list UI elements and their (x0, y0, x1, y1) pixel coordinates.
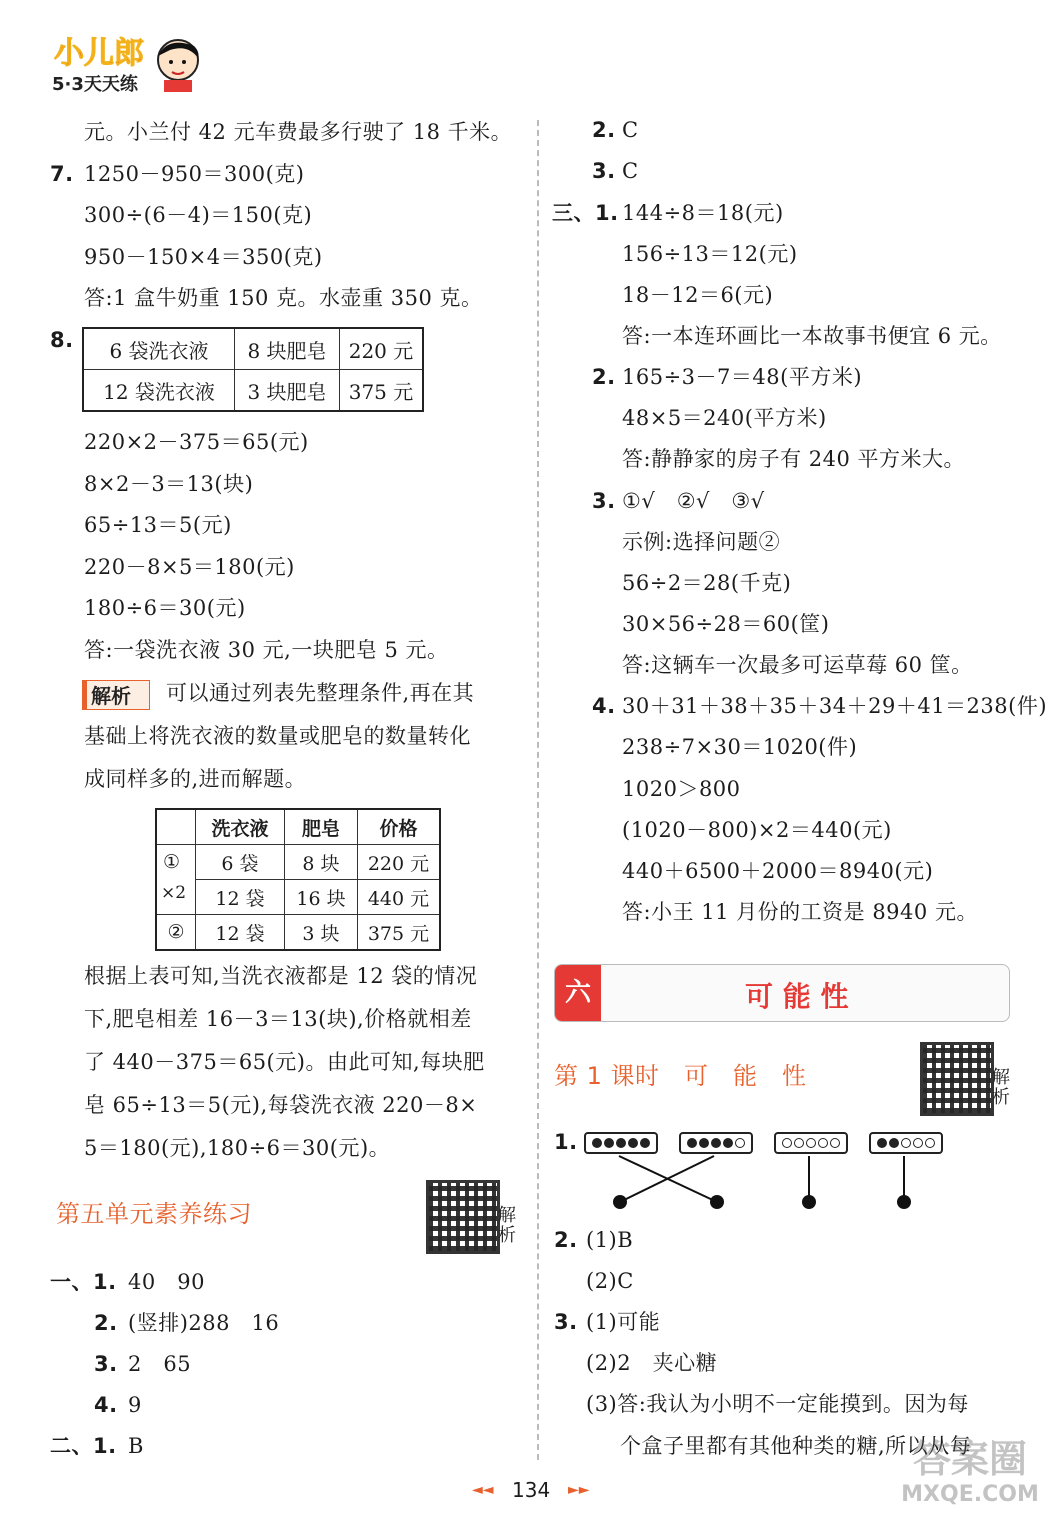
analysis-line: 可以通过列表先整理条件,再在其 (166, 681, 475, 705)
conclusion-line: 根据上表可知,当洗衣液都是 12 袋的情况 (84, 964, 478, 988)
answer-text: (1)B (586, 1228, 634, 1252)
text-line: 答:一本连环画比一本故事书便宜 6 元。 (622, 324, 1002, 348)
page-number: 134 (512, 1478, 551, 1502)
table-cell: 375 元 (340, 370, 424, 412)
analysis-line: 基础上将洗衣液的数量或肥皂的数量转化 (84, 724, 471, 748)
question-number: 2. (592, 365, 616, 389)
question-number: 4. (592, 694, 616, 718)
text-line: 答:一袋洗衣液 30 元,一块肥皂 5 元。 (84, 638, 449, 662)
text-line: 30×56÷28＝60(筐) (622, 612, 830, 636)
text-line: 示例:选择问题② (622, 530, 781, 554)
brand-name: 小儿郎 (54, 36, 144, 71)
table-cell: 12 袋洗衣液 (83, 370, 235, 412)
qr-code-icon[interactable] (920, 1042, 994, 1116)
answer-label: 2. (94, 1311, 118, 1335)
answer-label: 3. (94, 1352, 118, 1376)
table-cell: 440 元 (358, 880, 441, 915)
row-label: ② (156, 915, 196, 951)
chapter-title: 可 能 性 (745, 980, 849, 1013)
row-label: ① (163, 851, 181, 873)
answer-text: B (128, 1434, 144, 1458)
table-header: 洗衣液 (196, 809, 285, 845)
qr-code-icon[interactable] (426, 1180, 500, 1254)
match-dot (802, 1195, 816, 1209)
mascot-icon (150, 34, 206, 94)
table-cell: 220 元 (340, 328, 424, 370)
match-dot (897, 1195, 911, 1209)
conclusion-line: 皂 65÷13＝5(元),每袋洗衣液 220－8× (84, 1093, 478, 1117)
question-number: 2. (554, 1228, 578, 1252)
text-line: 30＋31＋38＋35＋34＋29＋41＝238(件) (622, 694, 1048, 718)
analysis-tag (82, 680, 150, 710)
text-line: 答:静静家的房子有 240 平方米大。 (622, 447, 966, 471)
text-line: 144÷8＝18(元) (622, 201, 784, 225)
table-cell: 3 块肥皂 (235, 370, 340, 412)
analysis-tag-label: 解析 (91, 684, 131, 708)
text-line: 156÷13＝12(元) (622, 242, 798, 266)
match-dot (613, 1195, 627, 1209)
text-line: 180÷6＝30(元) (84, 596, 246, 620)
lesson-title: 第 1 课时 可 能 性 (554, 1062, 807, 1090)
conclusion-line: 5＝180(元),180÷6＝30(元)。 (84, 1136, 391, 1160)
qr-label: 解析 (498, 1205, 516, 1246)
text-line: 答:小王 11 月份的工资是 8940 元。 (622, 900, 978, 924)
table-header: 肥皂 (285, 809, 358, 845)
table-header: 价格 (358, 809, 441, 845)
answer-label: 一、1. (50, 1270, 117, 1294)
row-label: ×2 (161, 883, 187, 903)
question-number: 7. (50, 162, 74, 186)
chapter-banner (554, 964, 1010, 1022)
match-dot (710, 1195, 724, 1209)
table-cell: 6 袋洗衣液 (83, 328, 235, 370)
answer-text: (2)C (586, 1269, 634, 1293)
answer-label: 二、1. (50, 1434, 117, 1458)
answer-label: 2. (592, 118, 616, 142)
table-cell: 12 袋 (196, 880, 285, 915)
table-cell: 6 袋 (196, 845, 285, 880)
series-name: 5·3天天练 (52, 74, 138, 95)
prev-page-icon[interactable]: ◄◄ (472, 1482, 494, 1498)
unit5-title: 第五单元素养练习 (56, 1200, 252, 1228)
column-divider (537, 120, 539, 1460)
conclusion-line: 下,肥皂相差 16－3＝13(块),价格就相差 (84, 1007, 472, 1031)
question-number: 1. (554, 1130, 578, 1154)
answer-text: 2 65 (128, 1352, 192, 1376)
conclusion-line: 了 440－375＝65(元)。由此可知,每块肥 (84, 1050, 485, 1074)
chapter-number-box (555, 965, 601, 1021)
watermark (890, 1436, 1050, 1531)
table-cell: 16 块 (285, 880, 358, 915)
table-cell: 8 块 (285, 845, 358, 880)
condition-table (82, 327, 424, 412)
analysis-line: 成同样多的,进而解题。 (84, 767, 307, 791)
row-label-cell (156, 845, 196, 915)
text-line: 165÷3－7＝48(平方米) (622, 365, 863, 389)
table-cell: 375 元 (358, 915, 441, 951)
answer-text: 个盒子里都有其他种类的糖,所以从每 (620, 1434, 972, 1458)
chapter-number: 六 (564, 978, 591, 1008)
text-line: 950－150×4＝350(克) (84, 245, 323, 269)
text-line: 300÷(6－4)＝150(克) (84, 203, 313, 227)
table-cell: 8 块肥皂 (235, 328, 340, 370)
table-cell: 3 块 (285, 915, 358, 951)
answer-text: (3)答:我认为小明不一定能摸到。因为每 (586, 1392, 969, 1416)
answer-label: 3. (592, 159, 616, 183)
question-number: 3. (554, 1310, 578, 1334)
text-line: (1020－800)×2＝440(元) (622, 818, 892, 842)
text-line: 1020＞800 (622, 777, 741, 801)
answer-text: 40 90 (128, 1270, 205, 1294)
next-page-icon[interactable]: ►► (568, 1482, 590, 1498)
answer-text: 9 (128, 1393, 142, 1417)
answer-text: C (622, 159, 639, 183)
text-line: 答:这辆车一次最多可运草莓 60 筐。 (622, 653, 973, 677)
answer-label: 4. (94, 1393, 118, 1417)
text-line: ①√ ②√ ③√ (622, 489, 765, 513)
answer-text: (2)2 夹心糖 (586, 1351, 718, 1375)
text-line: 56÷2＝28(千克) (622, 571, 792, 595)
text-line: 48×5＝240(平方米) (622, 406, 827, 430)
text-line: 220－8×5＝180(元) (84, 555, 295, 579)
text-line: 答:1 盒牛奶重 150 克。水壶重 350 克。 (84, 286, 483, 310)
text-line: 18－12＝6(元) (622, 283, 774, 307)
question-number: 8. (50, 328, 74, 352)
table-cell: 220 元 (358, 845, 441, 880)
answer-text: (竖排)288 16 (128, 1311, 280, 1335)
section-label: 三、1. (552, 201, 619, 225)
brand-logo (46, 28, 216, 98)
watermark-url: MXQE.COM (901, 1482, 1039, 1507)
table-corner (156, 809, 196, 845)
table-cell: 12 袋 (196, 915, 285, 951)
watermark-text: 答案圈 (912, 1437, 1027, 1481)
text-line: 220×2－375＝65(元) (84, 430, 309, 454)
answer-text: (1)可能 (586, 1310, 661, 1334)
text-line: 238÷7×30＝1020(件) (622, 735, 858, 759)
text-line: 8×2－3＝13(块) (84, 472, 254, 496)
text-line: 1250－950＝300(克) (84, 162, 305, 186)
answer-text: C (622, 118, 639, 142)
text-line: 元。小兰付 42 元车费最多行驶了 18 千米。 (84, 120, 513, 144)
qr-label: 解析 (992, 1067, 1010, 1108)
question-number: 3. (592, 489, 616, 513)
text-line: 65÷13＝5(元) (84, 513, 232, 537)
analysis-table (155, 808, 441, 951)
text-line: 440＋6500＋2000＝8940(元) (622, 859, 934, 883)
